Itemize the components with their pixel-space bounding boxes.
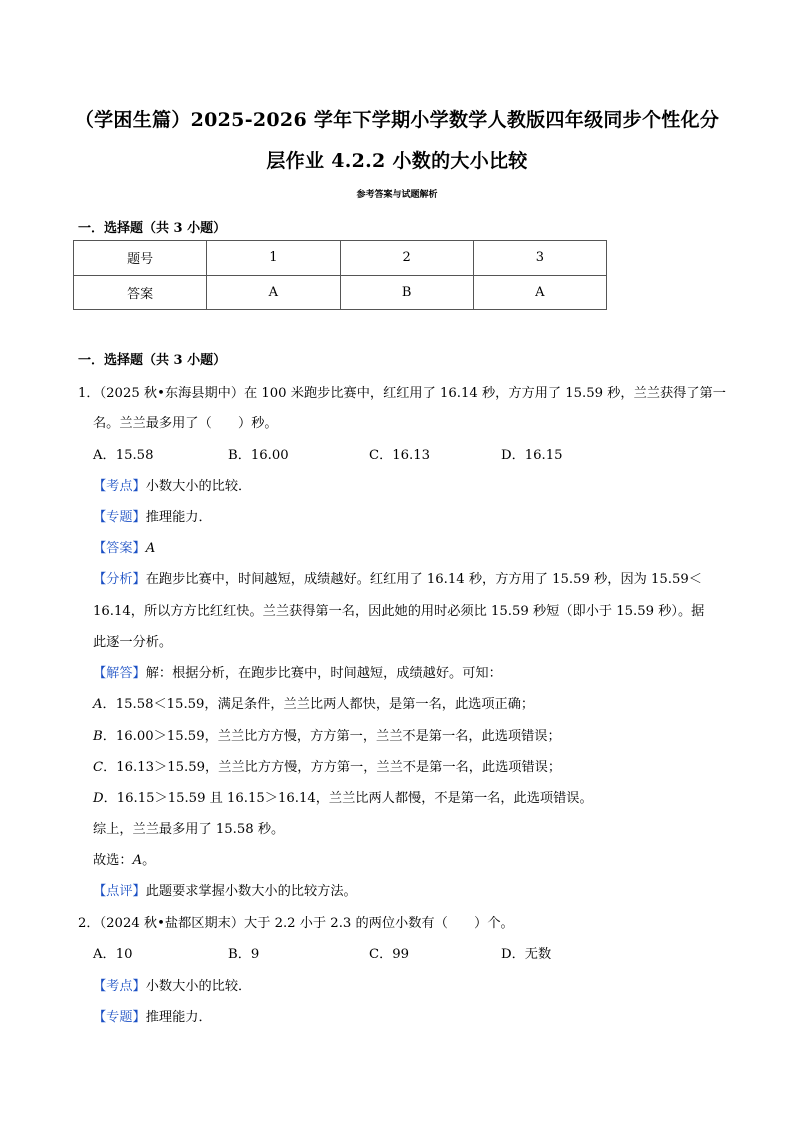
analysis-line-1: [93, 568, 702, 587]
kaodian-text: 小数大小的比较．: [145, 479, 252, 494]
zhuanti-line: [93, 1006, 212, 1025]
choose-line: [93, 849, 155, 868]
analysis-line-3: 此逐一分析。: [93, 635, 173, 650]
answer-table: [73, 240, 607, 310]
zhuanti-tag: 【专题】: [93, 510, 146, 525]
option-b: B．16.00: [228, 448, 289, 463]
table-row: [74, 275, 607, 310]
comment-line: [93, 880, 357, 899]
solution-d-text: ．16.15＞15.59 且 16.15＞16.14，兰兰比两人都慢，不是第一名，此选项错误。: [103, 791, 593, 806]
solution-intro: 解：根据分析，在跑步比赛中，时间越短，成绩越好。可知：: [145, 666, 502, 681]
solution-a-text: ．15.58＜15.59，满足条件，兰兰比两人都快，是第一名，此选项正确；: [102, 697, 535, 712]
table-cell: 2: [340, 241, 473, 276]
solution-b-text: ．16.00＞15.59，兰兰比方方慢，方方第一，兰兰不是第一名，此选项错误；: [102, 729, 561, 744]
option-d: D．无数: [501, 947, 552, 962]
zhuanti-line: [93, 506, 212, 525]
table-cell: 1: [207, 241, 340, 276]
question-2-line-1: 2．（2024 秋•盐都区期末）大于 2.2 小于 2.3 的两位小数有（ ）个。: [78, 916, 514, 931]
kaodian-text: 小数大小的比较．: [145, 979, 252, 994]
table-cell: A: [473, 275, 606, 310]
comment-text: 此题要求掌握小数大小的比较方法。: [145, 884, 357, 899]
answer-tag: 【答案】: [93, 541, 146, 556]
summary-line: 综上，兰兰最多用了 15.58 秒。: [93, 822, 285, 837]
solution-a: [93, 693, 534, 712]
analysis-line-2: 16.14，所以方方比红红快。兰兰获得第一名，因此她的用时必须比 15.59 秒短（即小于 15.59 秒）。据: [93, 604, 705, 619]
kaodian-tag: 【考点】: [93, 479, 146, 494]
table-cell: 题号: [74, 241, 207, 276]
solution-d-letter: D: [93, 791, 104, 806]
choose-letter: A: [132, 853, 143, 868]
zhuanti-text: 推理能力．: [145, 1010, 212, 1025]
title-line-1: （学困生篇）2025-2026 学年下学期小学数学人教版四年级同步个性化分: [74, 109, 720, 131]
kaodian-line: [93, 475, 251, 494]
choose-suffix: 。: [142, 853, 156, 868]
table-row: [74, 241, 607, 276]
zhuanti-text: 推理能力．: [145, 510, 212, 525]
comment-tag: 【点评】: [93, 884, 146, 899]
kaodian-tag: 【考点】: [93, 979, 146, 994]
solution-c-text: ．16.13＞15.59，兰兰比方方慢，方方第一，兰兰不是第一名，此选项错误；: [103, 760, 562, 775]
solution-d: [93, 787, 593, 806]
question-1-line-2: 名。兰兰最多用了（ ）秒。: [93, 416, 278, 431]
title-line-2: 层作业 4.2.2 小数的大小比较: [266, 150, 528, 172]
option-b: B．9: [228, 947, 260, 962]
section-title: 一．选择题（共 3 小题）: [78, 353, 227, 368]
zhuanti-tag: 【专题】: [93, 1010, 146, 1025]
question-1-line-1: 1．（2025 秋•东海县期中）在 100 米跑步比赛中，红红用了 16.14 秒，方方用了 15.59 秒，兰兰获得了第一: [78, 386, 726, 401]
solution-line: [93, 662, 502, 681]
table-cell: 答案: [74, 275, 207, 310]
table-cell: B: [340, 275, 473, 310]
solution-a-letter: A: [93, 697, 103, 712]
table-cell: A: [207, 275, 340, 310]
answer-line: [93, 537, 155, 556]
option-c: C．16.13: [369, 448, 431, 463]
option-a: A．15.58: [93, 448, 154, 463]
analysis-text: 在跑步比赛中，时间越短，成绩越好。红红用了 16.14 秒，方方用了 15.59 秒，因为 15.59＜: [145, 572, 702, 587]
choose-prefix: 故选：: [93, 853, 133, 868]
solution-b-letter: B: [93, 729, 103, 744]
section-title: 一．选择题（共 3 小题）: [78, 221, 227, 236]
option-a: A．10: [93, 947, 133, 962]
option-d: D．16.15: [501, 448, 563, 463]
analysis-tag: 【分析】: [93, 572, 146, 587]
subtitle: 参考答案与试题解析: [356, 190, 438, 200]
option-c: C．99: [369, 947, 410, 962]
kaodian-line: [93, 975, 251, 994]
answer-text: A: [145, 541, 156, 556]
solution-b: [93, 725, 561, 744]
solution-c: [93, 756, 561, 775]
table-cell: 3: [473, 241, 606, 276]
solution-c-letter: C: [93, 760, 104, 775]
solution-tag: 【解答】: [93, 666, 146, 681]
